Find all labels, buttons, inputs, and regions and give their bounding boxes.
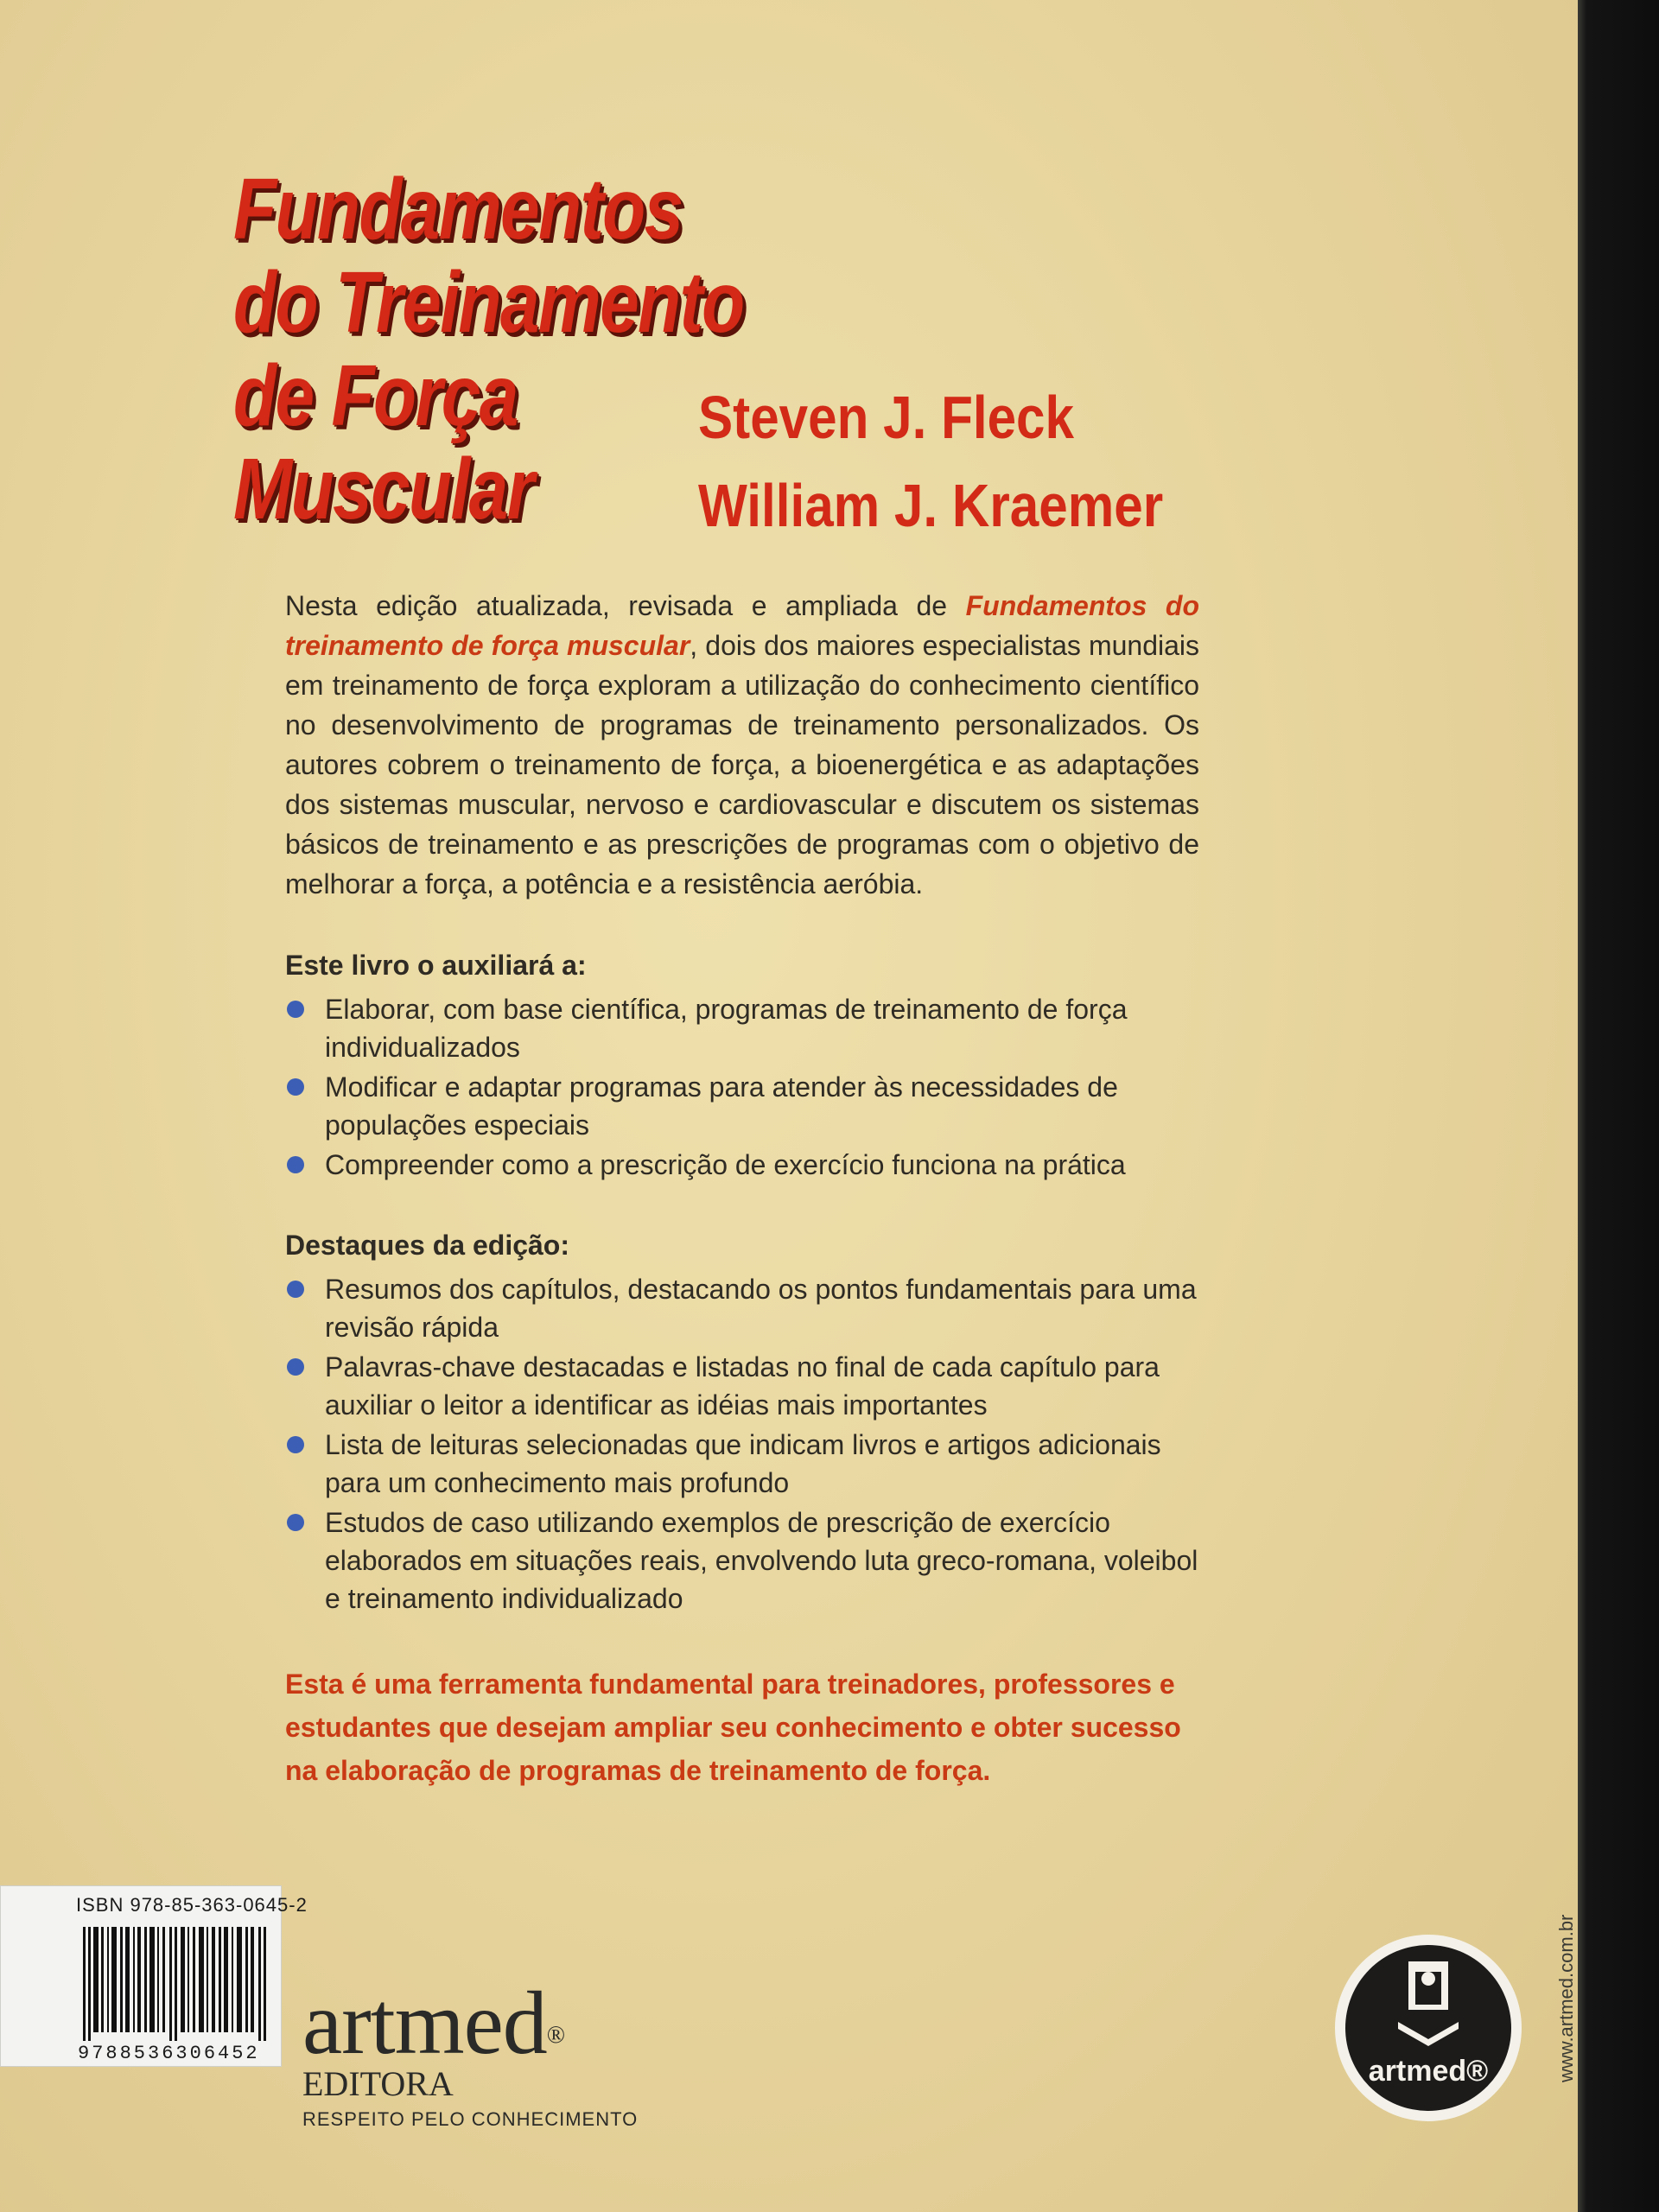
- benefits-heading: Este livro o auxiliará a:: [285, 950, 587, 981]
- logo-text: artmed®: [1368, 2055, 1489, 2088]
- authors: [698, 373, 1163, 550]
- list-item-text: Elaborar, com base científica, programas de treinamento de força individualizados: [325, 994, 1128, 1063]
- intro-paragraph: [285, 586, 1199, 904]
- list-item: [285, 990, 1199, 1066]
- registered-mark: ®: [546, 2022, 565, 2049]
- bullet-icon: [287, 1436, 304, 1453]
- intro-text: , dois dos maiores especialistas mundiais em treinamento de força exploram a utilização do conhecimento científico no desenvolvimento de programas de treinamento personalizados. Os autores cobrem o treinamento de força, a bioenergética e as adaptações dos sistemas muscular, nervoso e cardiovascular e discutem os sistemas básicos de treinamento e as prescrições de programas com o objetivo de melhorar a força, a potência e a resistência aeróbia.: [285, 630, 1200, 899]
- bullet-icon: [287, 1514, 304, 1531]
- publisher-slogan: RESPEITO PELO CONHECIMENTO: [302, 2108, 639, 2130]
- list-item: [285, 1426, 1199, 1502]
- intro-text: Nesta edição atualizada, revisada e ampliada de: [285, 590, 966, 621]
- title-line: Fundamentos: [233, 161, 683, 257]
- bullet-icon: [287, 1001, 304, 1018]
- publisher-subtitle: EDITORA: [302, 2064, 454, 2103]
- highlights-heading: Destaques da edição:: [285, 1230, 569, 1261]
- bullet-icon: [287, 1078, 304, 1096]
- publisher-name: [302, 1974, 638, 2073]
- cover-text: [285, 586, 1199, 1792]
- title-line: do Treinamento: [233, 254, 744, 351]
- list-item: [285, 1146, 1199, 1184]
- list-item: [285, 1503, 1199, 1618]
- barcode-icon: [83, 1927, 275, 2041]
- list-item: [285, 1270, 1199, 1346]
- closing-statement: Esta é uma ferramenta fundamental para treinadores, professores e estudantes que desejam ampliar seu conhecimento e obter sucesso na elaboração de programas de treinamento de força.: [285, 1669, 1181, 1786]
- bullet-icon: [287, 1156, 304, 1173]
- benefits-list: [285, 990, 1199, 1184]
- list-item-text: Palavras-chave destacadas e listadas no final de cada capítulo para auxiliar o leitor a identificar as idéias mais importantes: [325, 1351, 1160, 1421]
- book-title: [233, 162, 744, 536]
- bullet-icon: [287, 1358, 304, 1376]
- book-spine: [1578, 0, 1659, 2212]
- list-item-text: Lista de leituras selecionadas que indicam livros e artigos adicionais para um conhecimento mais profundo: [325, 1429, 1161, 1498]
- highlights-list: [285, 1270, 1199, 1618]
- isbn-label: ISBN 978-85-363-0645-2: [76, 1894, 308, 1916]
- publisher-wordmark: artmed: [302, 1974, 547, 2073]
- list-item: [285, 1348, 1199, 1424]
- author-name: William J. Kraemer: [698, 472, 1164, 539]
- list-item-text: Modificar e adaptar programas para atender às necessidades de populações especiais: [325, 1071, 1118, 1141]
- list-item: [285, 1068, 1199, 1144]
- list-item-text: Estudos de caso utilizando exemplos de prescrição de exercício elaborados em situações reais, envolvendo luta greco-romana, voleibol e treinamento individualizado: [325, 1507, 1198, 1614]
- title-line: Muscular: [233, 441, 533, 537]
- author-name: Steven J. Fleck: [698, 384, 1075, 451]
- intro-book-title: Fundamentos do treinamento de força muscular: [285, 590, 1199, 661]
- list-item-text: Compreender como a prescrição de exercício funciona na prática: [325, 1149, 1126, 1180]
- title-line: de Força: [233, 347, 518, 444]
- barcode-number: 9788536306452: [78, 2043, 260, 2064]
- bullet-icon: [287, 1281, 304, 1298]
- artmed-logo-icon: [1332, 1932, 1524, 2124]
- publisher-block: [302, 1974, 639, 2131]
- publisher-url: www.artmed.com.br: [1555, 1914, 1577, 2082]
- list-item-text: Resumos dos capítulos, destacando os pontos fundamentais para uma revisão rápida: [325, 1274, 1197, 1343]
